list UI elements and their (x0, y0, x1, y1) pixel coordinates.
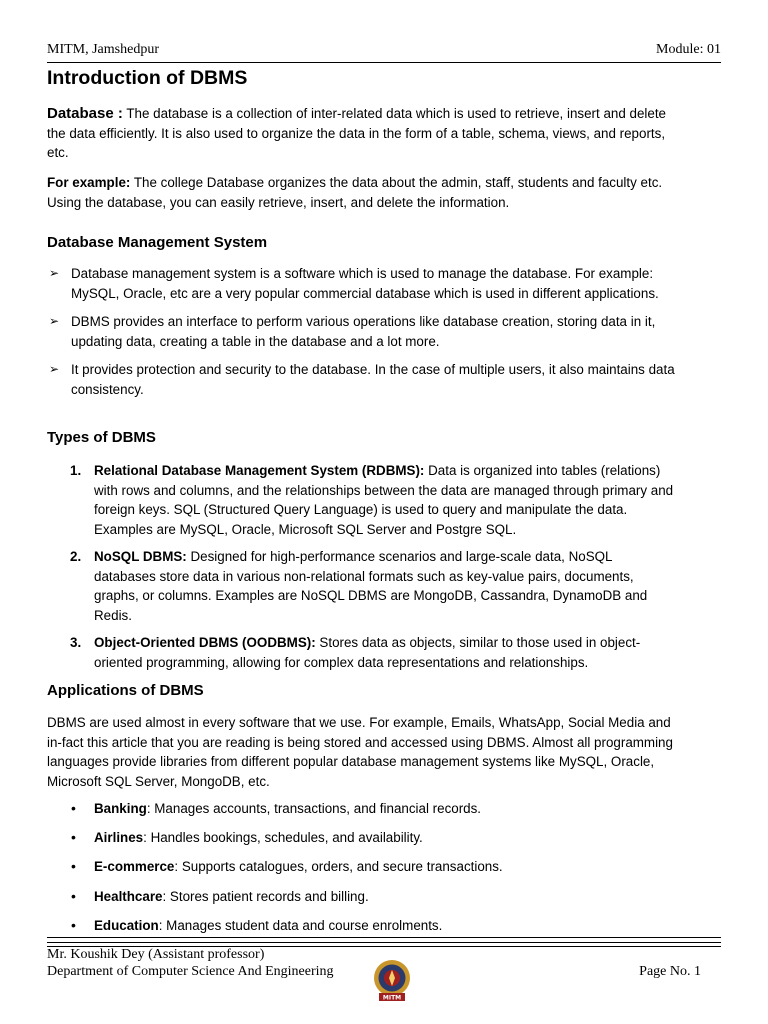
arrow-bullet-icon: ➢ (49, 314, 60, 328)
list-item: • Airlines: Handles bookings, schedules, and availability. (47, 828, 677, 848)
list-item: • Banking: Manages accounts, transactions, and financial records. (47, 799, 677, 819)
list-item: ➢ It provides protection and security to the database. In the case of multiple users, it also maintains data consistency. (49, 362, 675, 397)
dbms-bullet-list (47, 264, 677, 408)
list-item: • E-commerce: Supports catalogues, orders, and secure transactions. (47, 857, 677, 877)
header-institute: MITM, Jamshedpur (47, 42, 159, 57)
types-heading: Types of DBMS (47, 429, 156, 446)
institute-logo (370, 958, 414, 1002)
footer-rule (47, 937, 721, 938)
logo-text: MITM (382, 994, 402, 1002)
list-item: ➢ Database management system is a software which is used to manage the database. For example: MySQL, Oracle, etc are a very popular commercial database which is used in different applications. (49, 266, 659, 301)
list-item: 2. NoSQL DBMS: Designed for high-performance scenarios and large-scale data, NoSQL databases store data in various non-relational formats such as key-value pairs, documents, graphs, or columns. Examples are NoSQL DBMS are MongoDB, Cassandra, DynamoDB and Redis. (70, 549, 648, 623)
database-term: Database : (47, 105, 123, 122)
footer-author: Mr. Koushik Dey (Assistant professor) (47, 947, 265, 962)
list-item: • Education: Manages student data and course enrolments. (47, 916, 677, 936)
dbms-heading: Database Management System (47, 234, 268, 251)
footer-page-number: Page No. 1 (639, 964, 701, 979)
applications-heading: Applications of DBMS (47, 682, 204, 699)
database-text: The database is a collection of inter-related data which is used to retrieve, insert and delete the data efficiently. It is also used to organize the data in the form of a table, schema, views, and reports, etc. (47, 106, 667, 160)
list-item: 1. Relational Database Management System (RDBMS): Data is organized into tables (relations) with rows and columns, and the relationships between the data are managed through primary and foreign keys. SQL (Structured Query Language) is used to query and manipulate the data. Examples are MySQL, Oracle, Microsoft SQL Server and Postgre SQL. (70, 463, 674, 537)
list-item: 3. Object-Oriented DBMS (OODBMS): Stores data as objects, similar to those used in object-oriented programming, allowing for complex data representations and relationships. (70, 635, 641, 670)
footer-department: Department of Computer Science And Engineering (47, 964, 334, 979)
arrow-bullet-icon: ➢ (49, 266, 60, 280)
bullet-dot-icon: • (71, 887, 76, 904)
list-item: ➢ DBMS provides an interface to perform various operations like database creation, storing data in it, updating data, creating a table in the database and a lot more. (49, 314, 656, 349)
header-rule (47, 62, 721, 63)
applications-intro: DBMS are used almost in every software that we use. For example, Emails, WhatsApp, Social Media and in-fact this article that you are reading is being stored and accessed using DBMS. Almost all programming languages provide libraries from different popular database management systems like MySQL, Oracle, Microsoft SQL Server, MongoDB, etc. (47, 715, 673, 789)
page-title: Introduction of DBMS (47, 67, 248, 89)
footer-rule (47, 942, 721, 943)
header-module: Module: 01 (656, 42, 721, 57)
example-term: For example: (47, 175, 131, 190)
arrow-bullet-icon: ➢ (49, 362, 60, 376)
example-paragraph (47, 173, 677, 212)
bullet-dot-icon: • (71, 829, 76, 846)
database-definition (47, 104, 677, 163)
bullet-dot-icon: • (71, 800, 76, 816)
types-numbered-list (47, 461, 677, 680)
applications-list (47, 799, 677, 945)
example-text: The college Database organizes the data about the admin, staff, students and faculty etc. Using the database, you can easily retrieve, insert, and delete the information. (47, 175, 663, 210)
bullet-dot-icon: • (71, 916, 76, 933)
list-item: • Healthcare: Stores patient records and billing. (47, 887, 677, 907)
bullet-dot-icon: • (71, 858, 76, 875)
page-header (47, 42, 721, 62)
